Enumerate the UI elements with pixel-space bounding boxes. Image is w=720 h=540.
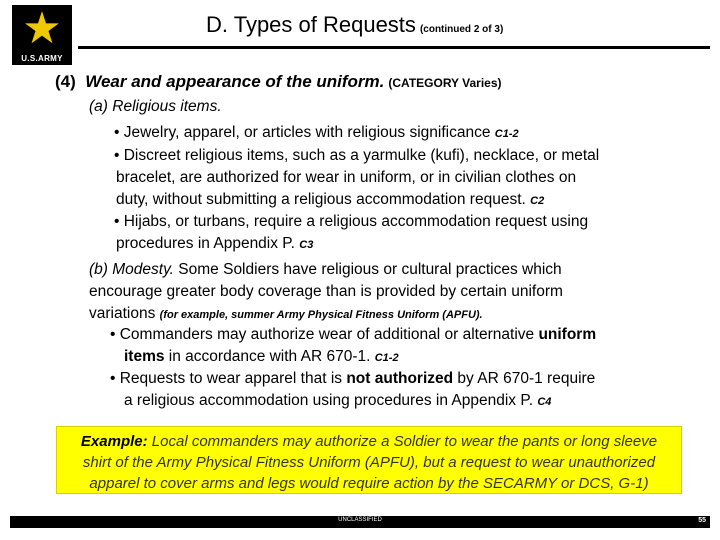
- religious-label: (a) Religious items.: [89, 98, 222, 115]
- modesty-paragraph: (b) Modesty. Some Soldiers have religious or cultural practices which encourage greater body coverage than is provided by certain uniform variations (for example, summer Army Physical Fitness Uniform (APFU).: [89, 261, 563, 322]
- example-callout: Example: Local commanders may authorize a Soldier to wear the pants or long sleeve shirt of the Army Physical Fitness Uniform (APFU), but a request to wear unauthorized apparel to cover arms and legs would require action by the SECARMY or DCS, G-1): [56, 426, 682, 494]
- section-heading: [55, 72, 502, 92]
- footer-bar: [10, 516, 710, 528]
- religious-bullet-2: • Discreet religious items, such as a yarmulke (kufi), necklace, or metal bracelet, are authorized for wear in uniform, or in civilian clothes on duty, without submitting a religious accommodation request. C2: [114, 147, 600, 208]
- page-title: [206, 12, 503, 38]
- modesty-bullet-2: • Requests to wear apparel that is not authorized by AR 670-1 require a religious accommodation using procedures in Appendix P. C4: [110, 370, 596, 409]
- page-number: 55: [698, 517, 706, 524]
- example-label: Example:: [80, 433, 148, 450]
- section-number: (4): [55, 72, 76, 91]
- section-category: (CATEGORY Varies): [388, 76, 502, 90]
- army-logo: [12, 5, 72, 65]
- title-main: D. Types of Requests: [206, 12, 416, 37]
- title-divider: [78, 46, 710, 49]
- religious-bullet-3: • Hijabs, or turbans, require a religious accommodation request using procedures in Appendix P. C3: [114, 213, 589, 252]
- modesty-bullet-1: • Commanders may authorize wear of additional or alternative uniform items in accordance with AR 670-1. C1-2: [110, 326, 597, 365]
- religious-bullet-1: • Jewelry, apparel, or articles with religious significance C1-2: [114, 124, 519, 141]
- army-star-icon: ★: [22, 3, 62, 54]
- title-subtitle: (continued 2 of 3): [419, 24, 504, 35]
- section-title: Wear and appearance of the uniform.: [85, 72, 385, 91]
- army-logo-text: U.S.ARMY: [21, 54, 63, 63]
- classification-label: UNCLASSIFIED: [338, 517, 382, 523]
